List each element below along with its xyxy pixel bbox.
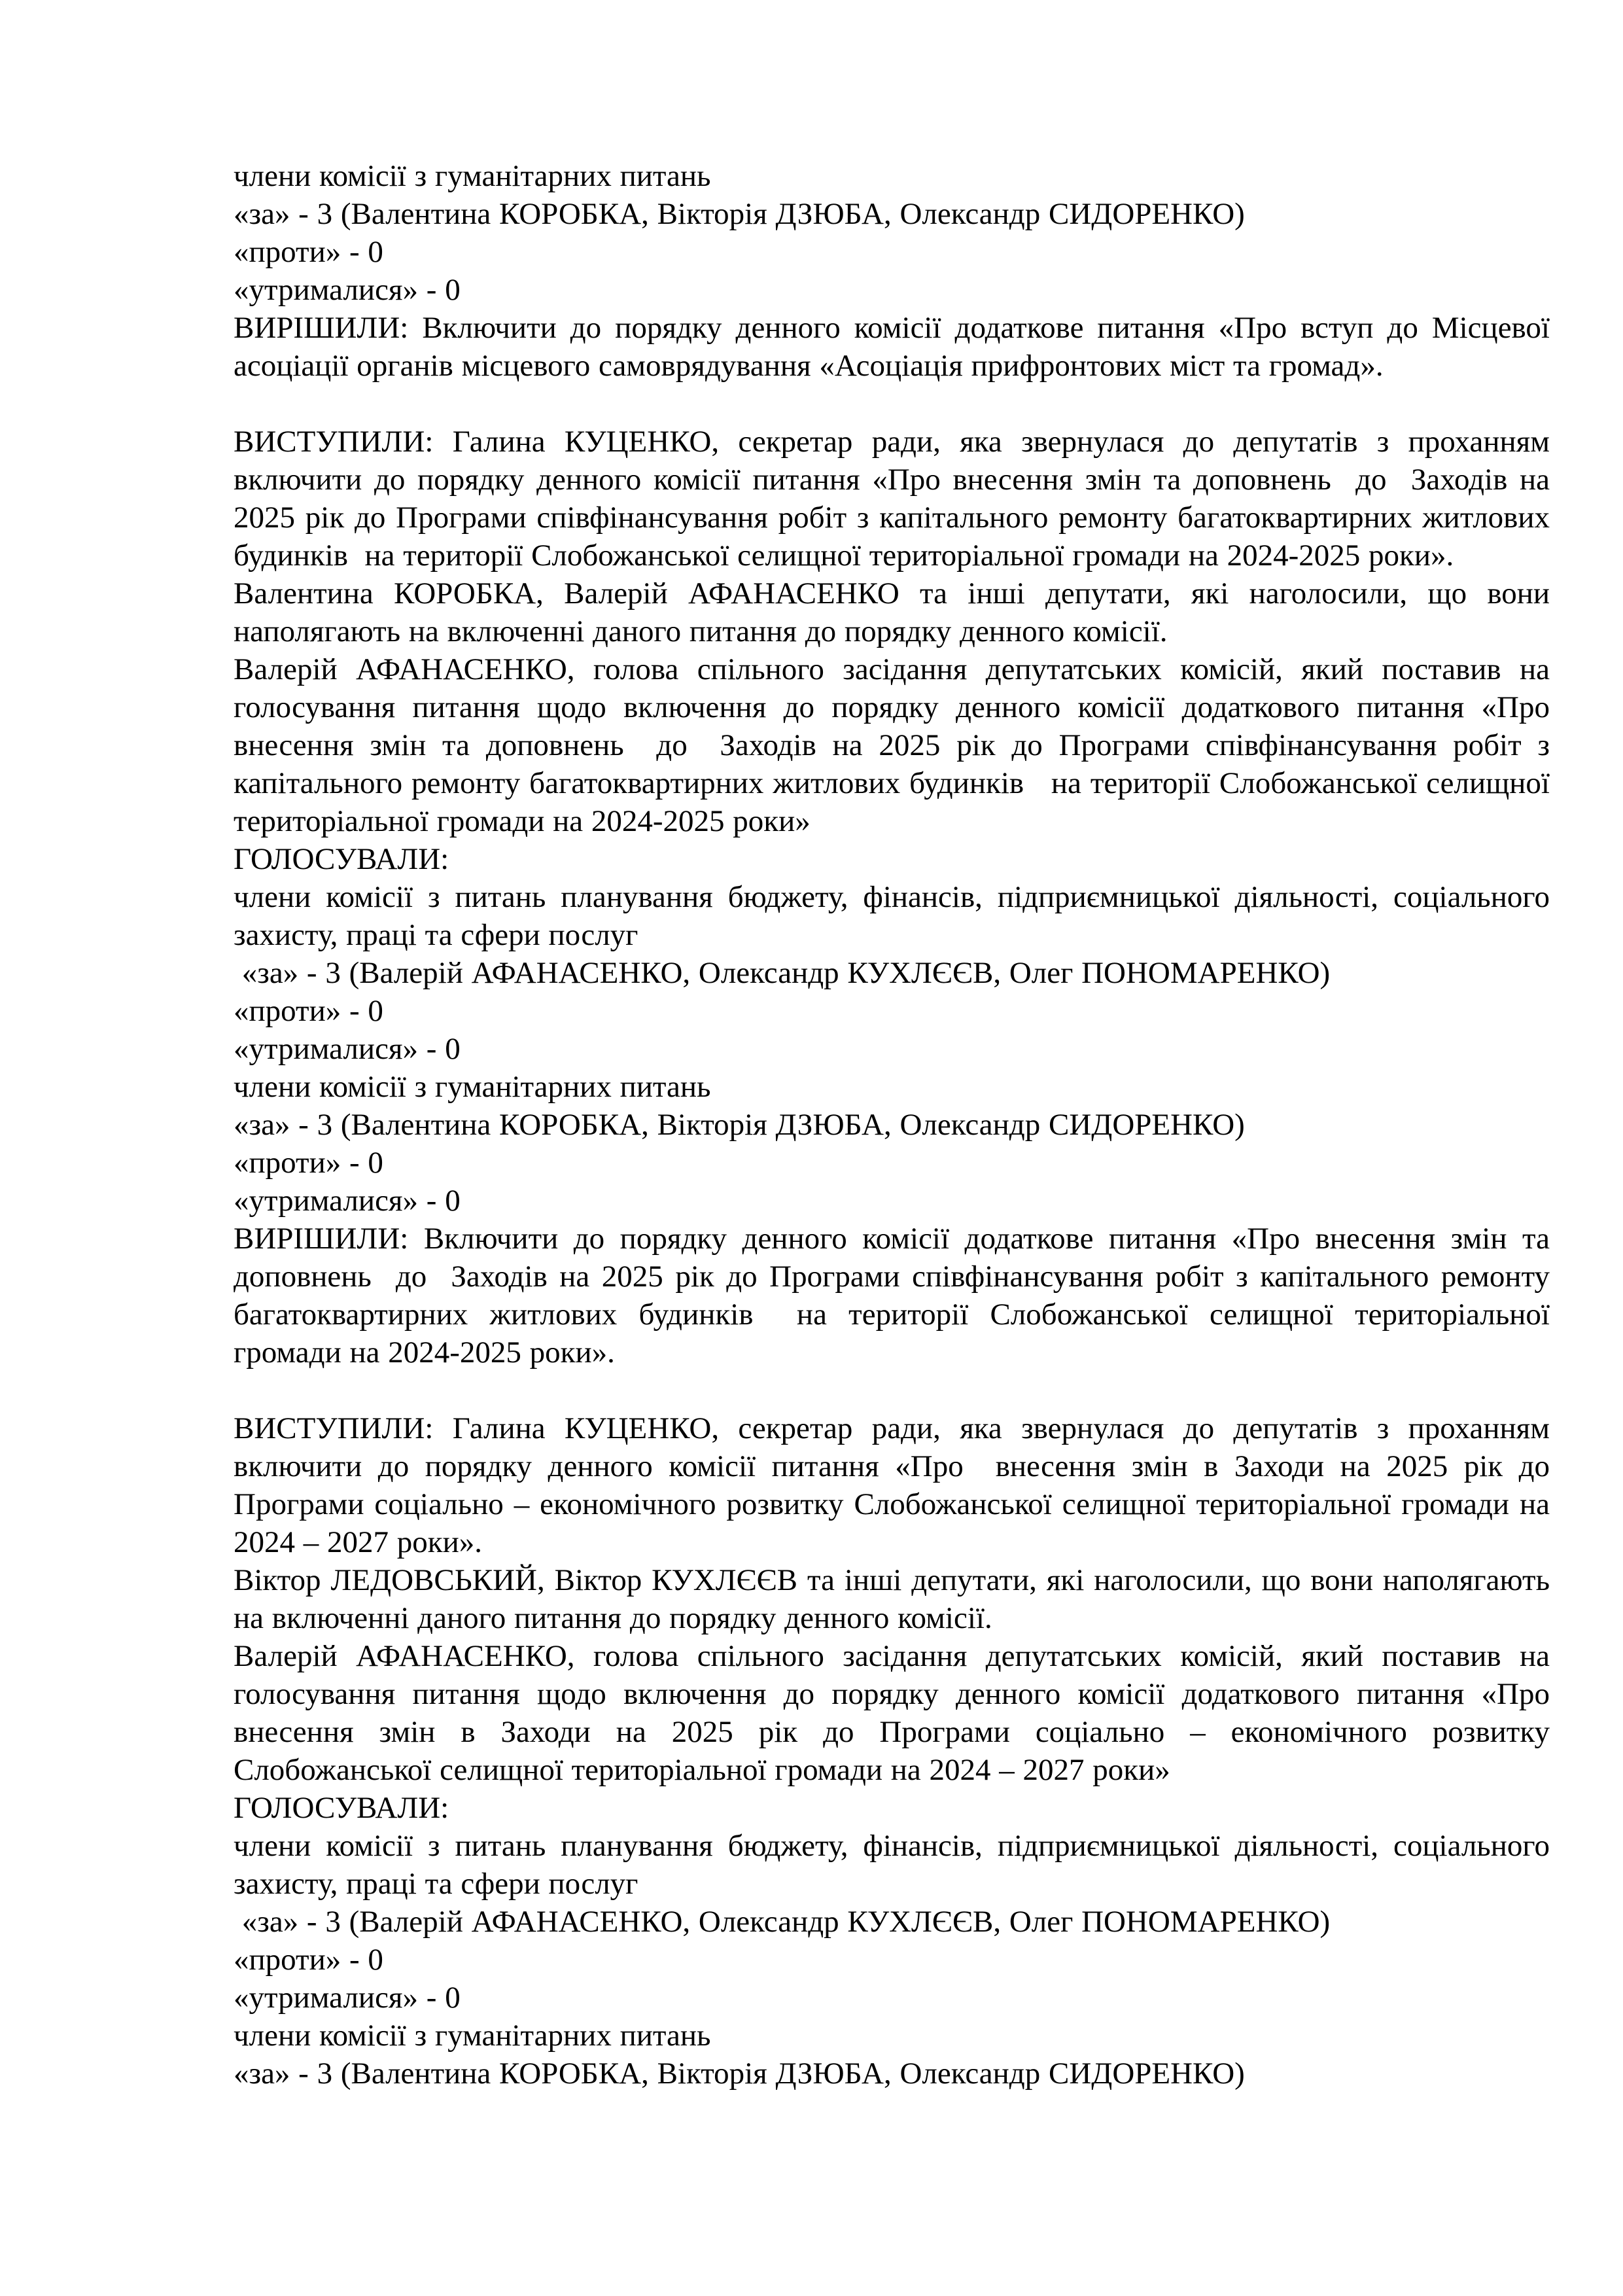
paragraph: «утрималися» - 0 bbox=[234, 1184, 461, 1218]
paragraph: члени комісії з гуманітарних питань bbox=[234, 2019, 711, 2053]
paragraph: члени комісії з питань планування бюджету, фінансів, підприємницької діяльності, соціального захисту, праці та сфери послуг bbox=[234, 1829, 1558, 1901]
paragraph: Валерій АФАНАСЕНКО, голова спільного засідання депутатських комісій, який поставив на голосування питання щодо включення до порядку денного комісії додаткового питання «Про внесення змін та доповнень до Заходів на 2025 рік до Програми співфінансування робіт з капітального ремонту багатоквартирних житлових будинків на території Слобожанської селищної територіальної громади на 2024-2025 роки» bbox=[234, 652, 1558, 838]
paragraph bbox=[234, 1371, 1550, 1409]
paragraph: ГОЛОСУВАЛИ: bbox=[234, 1791, 449, 1825]
paragraph: ГОЛОСУВАЛИ: bbox=[234, 842, 449, 876]
paragraph: «утрималися» - 0 bbox=[234, 1981, 461, 2015]
paragraph: члени комісії з питань планування бюджету, фінансів, підприємницької діяльності, соціального захисту, праці та сфери послуг bbox=[234, 880, 1558, 952]
paragraph: «за» - 3 (Валентина КОРОБКА, Вікторія ДЗЮБА, Олександр СИДОРЕНКО) bbox=[234, 1108, 1245, 1142]
paragraph: члени комісії з гуманітарних питань bbox=[234, 1070, 711, 1104]
paragraph bbox=[234, 385, 1550, 423]
paragraph: Валерій АФАНАСЕНКО, голова спільного засідання депутатських комісій, який поставив на голосування питання щодо включення до порядку денного комісії додаткового питання «Про внесення змін в Заходи на 2025 рік до Програми соціально – економічного розвитку Слобожанської селищної територіальної громади на 2024 – 2027 роки» bbox=[234, 1639, 1558, 1787]
paragraph: ВИРІШИЛИ: Включити до порядку денного комісії додаткове питання «Про вступ до Місцевої асоціації органів місцевого самоврядування «Асоціація прифронтових міст та громад». bbox=[234, 311, 1558, 383]
paragraph: «за» - 3 (Валерій АФАНАСЕНКО, Олександр КУХЛЄЄВ, Олег ПОНОМАРЕНКО) bbox=[234, 1905, 1331, 1939]
paragraph: «за» - 3 (Валентина КОРОБКА, Вікторія ДЗЮБА, Олександр СИДОРЕНКО) bbox=[234, 197, 1245, 231]
paragraph: «проти» - 0 bbox=[234, 1943, 383, 1977]
paragraph: ВИСТУПИЛИ: Галина КУЦЕНКО, секретар ради, яка звернулася до депутатів з проханням включити до порядку денного комісії питання «Про внесення змін в Заходи на 2025 рік до Програми соціально – економічного розвитку Слобожанської селищної територіальної громади на 2024 – 2027 роки». bbox=[234, 1411, 1558, 1559]
paragraph: «проти» - 0 bbox=[234, 235, 383, 269]
paragraph: Віктор ЛЕДОВСЬКИЙ, Віктор КУХЛЄЄВ та інші депутати, які наголосили, що вони наполягають на включенні даного питання до порядку денного комісії. bbox=[234, 1563, 1558, 1635]
paragraph: «за» - 3 (Валерій АФАНАСЕНКО, Олександр КУХЛЄЄВ, Олег ПОНОМАРЕНКО) bbox=[234, 956, 1331, 990]
paragraph: «за» - 3 (Валентина КОРОБКА, Вікторія ДЗЮБА, Олександр СИДОРЕНКО) bbox=[234, 2057, 1245, 2091]
paragraph: ВИРІШИЛИ: Включити до порядку денного комісії додаткове питання «Про внесення змін та доповнень до Заходів на 2025 рік до Програми співфінансування робіт з капітального ремонту багатоквартирних житлових будинків на території Слобожанської селищної територіальної громади на 2024-2025 роки». bbox=[234, 1222, 1558, 1369]
paragraph: «проти» - 0 bbox=[234, 994, 383, 1028]
paragraph: «утрималися» - 0 bbox=[234, 1032, 461, 1066]
paragraph: «утрималися» - 0 bbox=[234, 273, 461, 307]
paragraph: «проти» - 0 bbox=[234, 1146, 383, 1180]
document-text-body bbox=[234, 157, 1558, 2093]
paragraph: ВИСТУПИЛИ: Галина КУЦЕНКО, секретар ради, яка звернулася до депутатів з проханням включити до порядку денного комісії питання «Про внесення змін та доповнень до Заходів на 2025 рік до Програми співфінансування робіт з капітального ремонту багатоквартирних житлових будинків на території Слобожанської селищної територіальної громади на 2024-2025 роки». bbox=[234, 425, 1558, 573]
paragraph: Валентина КОРОБКА, Валерій АФАНАСЕНКО та інші депутати, які наголосили, що вони наполягають на включенні даного питання до порядку денного комісії. bbox=[234, 576, 1558, 648]
paragraph: члени комісії з гуманітарних питань bbox=[234, 159, 711, 193]
